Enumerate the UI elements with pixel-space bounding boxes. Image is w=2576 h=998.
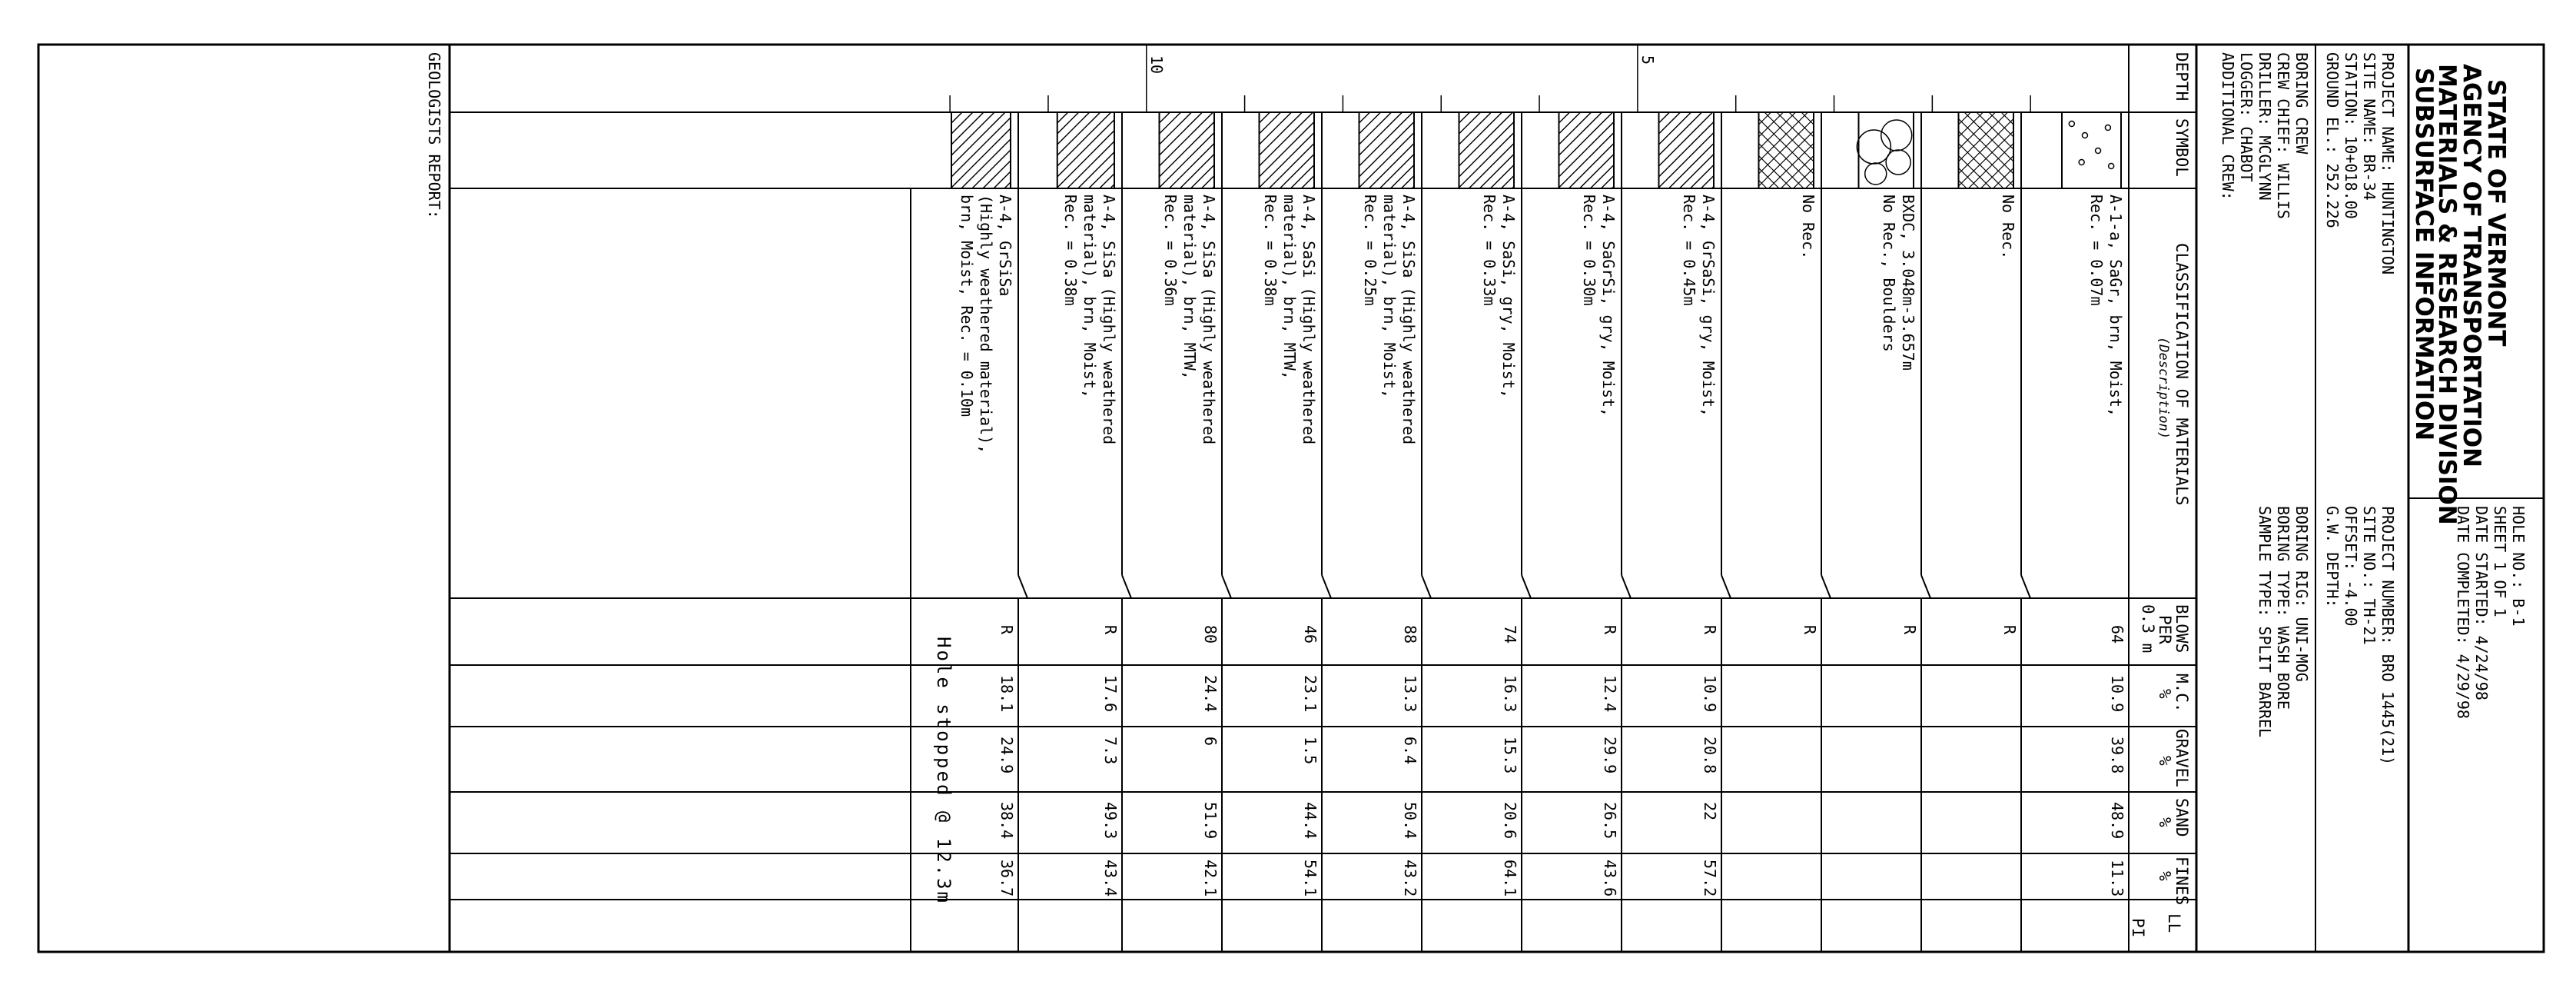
header-blows-3: 0.3 m <box>2139 604 2157 654</box>
layer-description-line: material), brn, MTW, <box>1180 195 1199 380</box>
layer-row <box>1821 112 1919 952</box>
layer-gravel-value: 15.3 <box>1501 737 1519 774</box>
header-description: (Description) <box>2156 337 2171 440</box>
layer-sand-value: 44.4 <box>1301 802 1320 840</box>
logger: LOGGER: CHABOT <box>2237 52 2256 182</box>
log-table <box>425 45 2544 952</box>
header-blows-1: BLOWS <box>2173 604 2191 654</box>
layer-description-line: A-4, SaGrSi, gry, Moist, <box>1599 195 1618 417</box>
layer-boundary-tick <box>1322 575 1331 598</box>
layer-row <box>2021 112 2126 952</box>
layer-row <box>1622 112 1719 952</box>
boring-crew: BORING CREW <box>2292 52 2311 155</box>
layer-boundary-tick <box>1222 575 1231 598</box>
layer-description-line: material), brn, Moist, <box>1380 195 1399 398</box>
layer-mc-value: 23.1 <box>1301 675 1320 713</box>
header-gravel: GRAVEL <box>2173 729 2191 787</box>
layer-boundary-tick <box>1921 575 1930 598</box>
project-name: PROJECT NAME: HUNTINGTON <box>2378 52 2397 274</box>
offset: OFFSET: -4.00 <box>2342 506 2360 627</box>
layer-row <box>1018 112 1120 952</box>
hole-info <box>2454 506 2528 719</box>
layer-description-line: A-4, SaSi (Highly weathered <box>1300 195 1318 445</box>
layer-sand-value: 51.9 <box>1201 802 1220 840</box>
layer-description-line: Rec. = 0.36m <box>1161 195 1180 306</box>
layer-description-line: A-1-a, SaGr, brn, Moist, <box>2106 195 2125 417</box>
layer-sand-value: 22 <box>1701 802 1719 821</box>
layer-gravel-value: 1.5 <box>1301 737 1320 765</box>
layer-row <box>1422 112 1519 952</box>
layer-sand-value: 50.4 <box>1401 802 1419 840</box>
layer-fines-value: 43.2 <box>1401 860 1419 897</box>
site-number: SITE NO.: TH-21 <box>2360 506 2378 645</box>
header-gravel-unit: % <box>2156 756 2174 766</box>
layer-description-line: Rec. = 0.38m <box>1261 195 1280 306</box>
layer-fines-value: 36.7 <box>998 860 1016 897</box>
layer-sand-value: 48.9 <box>2108 802 2126 840</box>
layer-gravel-value: 6.4 <box>1401 737 1419 765</box>
layer-blows-value: R <box>1900 625 1919 635</box>
layer-mc-value: 17.6 <box>1101 675 1120 713</box>
header-fines-unit: % <box>2156 871 2174 881</box>
date-started: DATE STARTED: 4/24/98 <box>2472 506 2491 700</box>
layer-description-line: material), brn, Moist, <box>1081 195 1099 398</box>
layer-description-line: Rec. = 0.45m <box>1680 195 1698 306</box>
soil-symbol-boulder <box>1857 112 1914 188</box>
layer-fines-value: 43.4 <box>1101 860 1120 897</box>
hole-no: HOLE NO.: B-1 <box>2509 506 2528 627</box>
layer-row <box>1921 112 2019 952</box>
layer-fines-value: 43.6 <box>1601 860 1619 897</box>
header-mc: M.C. <box>2173 674 2191 713</box>
header-depth: DEPTH <box>2173 52 2191 101</box>
geologists-report-label: GEOLOGISTS REPORT: <box>425 52 443 219</box>
header-fines: FINES <box>2173 857 2191 906</box>
soil-symbol-hatch <box>1359 112 1415 188</box>
layer-mc-value: 24.4 <box>1201 675 1220 713</box>
header-symbol: SYMBOL <box>2173 118 2191 177</box>
layer-boundary-tick <box>1522 575 1531 598</box>
layer-description-line: A-4, SiSa (Highly weathered <box>1399 195 1418 445</box>
layer-description-line: BXDC, 3.048m-3.657m <box>1899 195 1917 371</box>
layer-sand-value: 38.4 <box>998 802 1016 840</box>
depth-ruler <box>911 45 2129 112</box>
agency-line-3: MATERIALS & RESEARCH DIVISION <box>2433 64 2461 525</box>
layer-blows-value: 88 <box>1401 625 1419 644</box>
layer-description-line: Rec. = 0.25m <box>1361 195 1379 306</box>
layer-mc-value: 13.3 <box>1401 675 1419 713</box>
column-headers <box>2129 52 2191 937</box>
soil-symbol-gravel <box>2062 112 2121 188</box>
sheet-border <box>38 45 2544 952</box>
layer-blows-value: R <box>1601 625 1619 635</box>
layer-description-line: A-4, SaSi, gry, Moist, <box>1499 195 1518 398</box>
layer-description-line: material), brn, MTW, <box>1280 195 1299 380</box>
layer-mc-value: 16.3 <box>1501 675 1519 713</box>
soil-symbol-hatch <box>1260 112 1315 188</box>
layer-boundary-tick <box>1721 575 1731 598</box>
header-pi: PI <box>2129 918 2147 938</box>
layer-description-line: No Rec., Boulders <box>1880 195 1898 352</box>
layer-boundary-tick <box>1821 575 1831 598</box>
layers <box>951 112 2126 952</box>
layer-description-line: No Rec. <box>1799 195 1817 260</box>
layer-fines-value: 11.3 <box>2108 860 2126 897</box>
layer-boundary-tick <box>1122 575 1131 598</box>
depth-label: 5 <box>1638 55 1657 65</box>
layer-gravel-value: 29.9 <box>1601 737 1619 774</box>
layer-sand-value: 49.3 <box>1101 802 1120 840</box>
site-name: SITE NAME: BR-34 <box>2360 52 2378 201</box>
layer-gravel-value: 20.8 <box>1701 737 1719 774</box>
hole-stopped-note: Hole stopped @ 12.3m <box>933 637 954 905</box>
layer-description-line: A-4, SiSa (Highly weathered <box>1100 195 1118 445</box>
additional-crew: ADDITIONAL CREW: <box>2219 52 2237 201</box>
layer-description-line: Rec. = 0.33m <box>1480 195 1499 306</box>
layer-row <box>951 112 1016 897</box>
layer-description-line: Rec. = 0.07m <box>2087 195 2106 306</box>
agency-line-4: SUBSURFACE INFORMATION <box>2410 68 2438 441</box>
layer-blows-value: R <box>1701 625 1719 635</box>
layer-description-line: No Rec. <box>1999 195 2017 260</box>
layer-blows-value: 64 <box>2108 625 2126 644</box>
header-sand: SAND <box>2173 798 2191 837</box>
header-blows-2: PER <box>2156 615 2174 644</box>
layer-mc-value: 10.9 <box>2108 675 2126 713</box>
ground-elevation: GROUND EL.: 252.226 <box>2323 52 2342 228</box>
layer-gravel-value: 24.9 <box>998 737 1016 774</box>
layer-description-line: Rec. = 0.30m <box>1580 195 1598 306</box>
layer-sand-value: 26.5 <box>1601 802 1619 840</box>
layer-row <box>1322 112 1419 952</box>
boring-type: BORING TYPE: WASH BORE <box>2274 506 2292 710</box>
layer-description-line: brn, Moist, Rec. = 0.10m <box>958 195 976 417</box>
layer-blows-value: R <box>2000 625 2019 635</box>
agency-title <box>2410 64 2510 525</box>
layer-sand-value: 20.6 <box>1501 802 1519 840</box>
soil-symbol-hatch <box>1559 112 1615 188</box>
project-info <box>2323 52 2397 765</box>
layer-gravel-value: 6 <box>1201 737 1220 747</box>
layer-blows-value: 46 <box>1301 625 1320 644</box>
sheet-number: SHEET 1 OF 1 <box>2491 506 2509 617</box>
layer-boundary-tick <box>1422 575 1431 598</box>
driller: DRILLER: MCGLYNN <box>2256 52 2274 201</box>
station: STATION: 10+018.00 <box>2342 52 2360 219</box>
crew-chief: CREW CHIEF: WILLIS <box>2274 52 2292 219</box>
soil-symbol-cross <box>1959 112 2014 188</box>
header-ll: LL <box>2165 913 2183 933</box>
header-sand-unit: % <box>2156 817 2174 827</box>
layer-fines-value: 57.2 <box>1701 860 1719 897</box>
layer-mc-value: 12.4 <box>1601 675 1619 713</box>
layer-mc-value: 18.1 <box>998 675 1016 713</box>
layer-description-line: A-4, SiSa (Highly weathered <box>1200 195 1218 445</box>
layer-fines-value: 42.1 <box>1201 860 1220 897</box>
layer-description-line: A-4, GrSaSi, gry, Moist, <box>1699 195 1718 417</box>
layer-blows-value: R <box>998 625 1016 635</box>
layer-blows-value: R <box>1801 625 1819 635</box>
soil-symbol-hatch <box>1659 112 1715 188</box>
layer-description-line: A-4, GrSiSa <box>996 195 1014 297</box>
layer-blows-value: 80 <box>1201 625 1220 644</box>
layer-gravel-value: 7.3 <box>1101 737 1120 765</box>
layer-blows-value: R <box>1101 625 1120 635</box>
crew-info <box>2219 52 2311 737</box>
layer-row <box>1721 112 1819 952</box>
layer-row <box>1122 112 1220 952</box>
gw-depth: G.W. DEPTH: <box>2323 506 2342 608</box>
layer-blows-value: 74 <box>1501 625 1519 644</box>
sample-type: SAMPLE TYPE: SPLIT BARREL <box>2256 506 2274 738</box>
agency-line-1: STATE OF VERMONT <box>2482 79 2510 347</box>
boring-rig: BORING RIG: UNI-MOG <box>2292 506 2311 682</box>
layer-row <box>1522 112 1619 952</box>
soil-symbol-hatch <box>1459 112 1515 188</box>
depth-label: 10 <box>1147 55 1166 75</box>
layer-fines-value: 54.1 <box>1301 860 1320 897</box>
date-completed: DATE COMPLETED: 4/29/98 <box>2454 506 2472 719</box>
layer-fines-value: 64.1 <box>1501 860 1519 897</box>
header-mc-unit: % <box>2156 689 2174 699</box>
agency-line-2: AGENCY OF TRANSPORTATION <box>2458 64 2485 468</box>
layer-description-line: Rec. = 0.38m <box>1061 195 1080 306</box>
project-number: PROJECT NUMBER: BRO 1445(21) <box>2378 506 2397 766</box>
layer-gravel-value: 39.8 <box>2108 737 2126 774</box>
soil-symbol-hatch <box>951 112 1011 188</box>
layer-boundary-tick <box>1622 575 1631 598</box>
layer-description-line: (Highly weathered material), <box>977 195 995 454</box>
header-classification: CLASSIFICATION OF MATERIALS <box>2173 243 2191 506</box>
soil-symbol-hatch <box>1057 112 1114 188</box>
layer-mc-value: 10.9 <box>1701 675 1719 713</box>
layer-boundary-tick <box>1018 575 1027 598</box>
layer-boundary-tick <box>2021 575 2030 598</box>
soil-symbol-hatch <box>1160 112 1215 188</box>
layer-row <box>1222 112 1320 952</box>
soil-symbol-cross <box>1759 112 1814 188</box>
